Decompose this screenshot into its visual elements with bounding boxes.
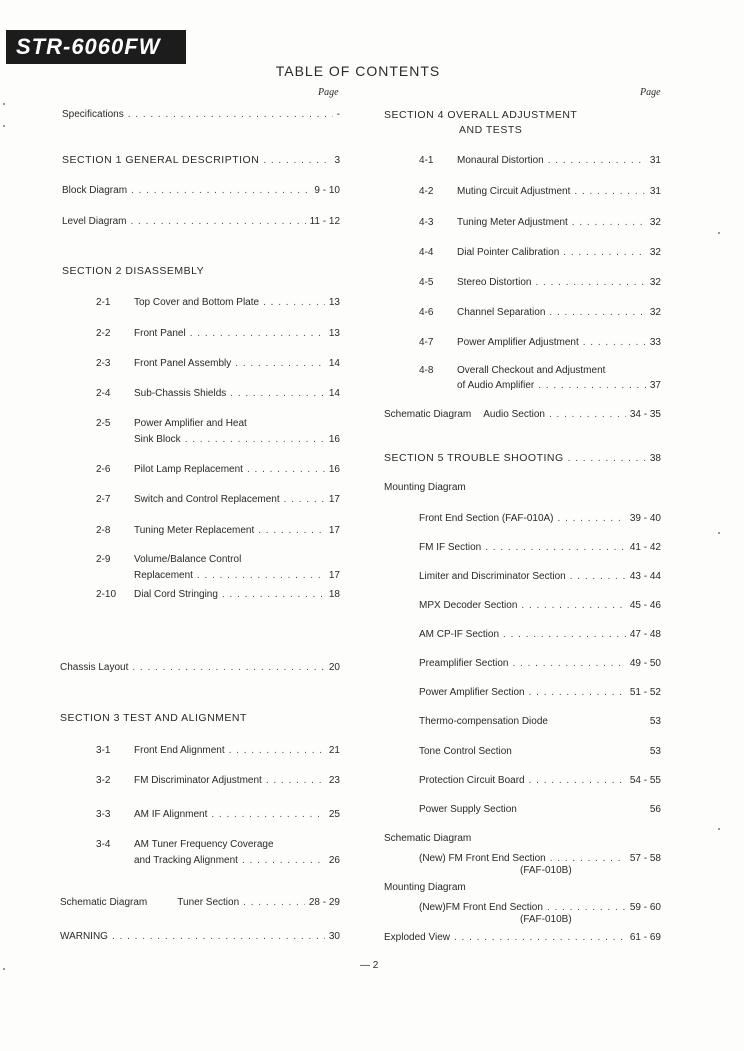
schematic-diagram-heading-2: Schematic Diagram xyxy=(384,833,472,844)
toc-entry-chassis-layout[interactable] xyxy=(60,661,340,674)
entry-page: 14 xyxy=(328,358,340,369)
entry-title: Front Panel Assembly xyxy=(134,358,232,369)
toc-entry-section-1[interactable] xyxy=(62,154,340,167)
toc-entry-2-6[interactable] xyxy=(96,463,340,476)
entry-title: Front Panel xyxy=(134,328,186,339)
entry-title: Specifications xyxy=(62,109,124,120)
entry-page: 28 - 29 xyxy=(308,897,340,908)
toc-entry-schematic-tuner[interactable] xyxy=(60,896,340,909)
entry-page: 3 xyxy=(334,155,340,166)
entry-title: Preamplifier Section xyxy=(419,658,509,669)
entry-page: 11 - 12 xyxy=(309,216,340,227)
entry-title: Tone Control Section xyxy=(419,746,512,757)
toc-entry-mounting-power-amp[interactable] xyxy=(419,686,661,699)
leader-dots xyxy=(563,246,646,259)
entry-title-continued: and Tracking Alignment xyxy=(134,855,238,866)
leader-dots xyxy=(512,657,625,670)
entry-title-continued: of Audio Amplifier xyxy=(457,380,535,391)
scan-speck xyxy=(718,232,720,234)
entry-page: 26 xyxy=(328,855,340,866)
entry-number: 2-6 xyxy=(96,464,111,475)
entry-page: 49 - 50 xyxy=(629,658,661,669)
entry-page: 51 - 52 xyxy=(629,687,661,698)
toc-entry-4-3[interactable] xyxy=(419,216,661,229)
entry-page: 47 - 48 xyxy=(629,629,661,640)
entry-title-continued: Sink Block xyxy=(134,434,181,445)
entry-number: 4-5 xyxy=(419,277,434,288)
entry-title: Block Diagram xyxy=(62,185,128,196)
schematic-new-fm-model: (FAF-010B) xyxy=(520,865,572,876)
entry-page: 61 - 69 xyxy=(629,932,661,943)
leader-dots xyxy=(568,452,646,465)
toc-entry-2-8[interactable] xyxy=(96,524,340,537)
leader-dots xyxy=(548,154,646,167)
entry-page: 30 xyxy=(328,931,340,942)
leader-dots xyxy=(547,901,626,914)
entry-title: Schematic Diagram xyxy=(384,409,472,420)
entry-page: 32 xyxy=(649,307,661,318)
toc-entry-3-4-title: AM Tuner Frequency Coverage xyxy=(134,839,274,850)
leader-dots xyxy=(247,463,325,476)
entry-subtitle: Tuner Section xyxy=(177,897,240,908)
toc-entry-mounting-power-supply[interactable] xyxy=(419,803,661,816)
entry-number: 4-3 xyxy=(419,217,434,228)
entry-page: 9 - 10 xyxy=(314,185,340,196)
entry-title: Exploded View xyxy=(384,932,450,943)
toc-entry-2-10[interactable] xyxy=(96,588,340,601)
entry-page: 31 xyxy=(649,186,661,197)
leader-dots xyxy=(112,930,325,943)
scan-speck xyxy=(3,103,5,105)
leader-dots xyxy=(211,808,325,821)
entry-title: Limiter and Discriminator Section xyxy=(419,571,566,582)
toc-entry-level-diagram[interactable] xyxy=(62,215,340,228)
leader-dots xyxy=(529,686,626,699)
entry-title: Switch and Control Replacement xyxy=(134,494,280,505)
entry-page: 13 xyxy=(328,328,340,339)
entry-title: Channel Separation xyxy=(457,307,546,318)
toc-entry-3-4-number: 3-4 xyxy=(96,839,111,850)
leader-dots xyxy=(229,744,325,757)
toc-entry-schematic-new-fm[interactable] xyxy=(419,852,661,865)
toc-entry-exploded-view[interactable] xyxy=(384,931,661,944)
mounting-diagram-heading: Mounting Diagram xyxy=(384,482,466,493)
toc-entry-4-2[interactable] xyxy=(419,185,661,198)
entry-number: 2-4 xyxy=(96,388,111,399)
entry-page: - xyxy=(336,109,340,120)
entry-title: Top Cover and Bottom Plate xyxy=(134,297,260,308)
entry-page: 32 xyxy=(649,217,661,228)
entry-page: 54 - 55 xyxy=(629,775,661,786)
page-column-label-left: Page xyxy=(318,87,339,98)
leader-dots xyxy=(572,216,646,229)
toc-entry-block-diagram[interactable] xyxy=(62,184,340,197)
section-3-heading: SECTION 3 TEST AND ALIGNMENT xyxy=(60,712,247,724)
entry-title: Protection Circuit Board xyxy=(419,775,525,786)
entry-title: Level Diagram xyxy=(62,216,127,227)
entry-page: 31 xyxy=(649,155,661,166)
entry-title: Thermo-compensation Diode xyxy=(419,716,548,727)
toc-entry-2-2[interactable] xyxy=(96,327,340,340)
toc-entry-2-9-number: 2-9 xyxy=(96,554,111,565)
scan-speck xyxy=(3,125,5,127)
toc-entry-mounting-protection[interactable] xyxy=(419,774,661,787)
toc-entry-4-5[interactable] xyxy=(419,276,661,289)
toc-entry-section-5[interactable] xyxy=(384,452,661,465)
entry-title: Power Amplifier Section xyxy=(419,687,525,698)
entry-title: AM CP-IF Section xyxy=(419,629,500,640)
entry-title: Stereo Distortion xyxy=(457,277,532,288)
toc-entry-mounting-thermo[interactable] xyxy=(419,715,661,728)
entry-number: 2-7 xyxy=(96,494,111,505)
entry-number: 2-8 xyxy=(96,525,111,536)
entry-number: 2-1 xyxy=(96,297,111,308)
entry-number: 2-10 xyxy=(96,589,117,600)
leader-dots xyxy=(190,327,325,340)
toc-entry-2-9[interactable] xyxy=(134,569,340,582)
entry-page: 53 xyxy=(649,716,661,727)
toc-entry-warning[interactable] xyxy=(60,930,340,943)
toc-entry-specifications[interactable] xyxy=(62,108,340,121)
entry-title: Schematic Diagram xyxy=(60,897,148,908)
entry-title: (New)FM Front End Section xyxy=(419,902,543,913)
entry-title: Dial Pointer Calibration xyxy=(457,247,560,258)
entry-number: 3-3 xyxy=(96,809,111,820)
entry-page: 21 xyxy=(328,745,340,756)
entry-title: (New) FM Front End Section xyxy=(419,853,546,864)
toc-entry-2-7[interactable] xyxy=(96,493,340,506)
entry-page: 32 xyxy=(649,247,661,258)
leader-dots xyxy=(132,661,325,674)
entry-number: 4-2 xyxy=(419,186,434,197)
entry-page: 18 xyxy=(328,589,340,600)
entry-page: 45 - 46 xyxy=(629,600,661,611)
entry-number: 4-1 xyxy=(419,155,434,166)
toc-entry-2-1[interactable] xyxy=(96,296,340,309)
leader-dots xyxy=(550,852,626,865)
entry-title: SECTION 1 GENERAL DESCRIPTION xyxy=(62,154,260,166)
toc-entry-4-8[interactable] xyxy=(457,379,661,392)
toc-entry-mounting-tone[interactable] xyxy=(419,745,661,758)
page-column-label-right: Page xyxy=(640,87,661,98)
entry-page: 34 - 35 xyxy=(629,409,661,420)
entry-page: 23 xyxy=(328,775,340,786)
entry-title-continued: Replacement xyxy=(134,570,193,581)
leader-dots xyxy=(529,774,626,787)
entry-title: FM IF Section xyxy=(419,542,482,553)
leader-dots xyxy=(131,184,310,197)
leader-dots xyxy=(535,276,645,289)
leader-dots xyxy=(230,387,325,400)
scan-speck xyxy=(718,828,720,830)
entry-page: 13 xyxy=(328,297,340,308)
leader-dots xyxy=(128,108,333,121)
leader-dots xyxy=(235,357,325,370)
leader-dots xyxy=(263,154,330,167)
section-4-heading-line2: AND TESTS xyxy=(459,124,523,136)
entry-title: Tuning Meter Replacement xyxy=(134,525,255,536)
entry-number: 3-2 xyxy=(96,775,111,786)
entry-title: Power Supply Section xyxy=(419,804,517,815)
leader-dots xyxy=(243,896,305,909)
toc-entry-2-4[interactable] xyxy=(96,387,340,400)
mounting-diagram-heading-2: Mounting Diagram xyxy=(384,882,466,893)
toc-entry-4-7[interactable] xyxy=(419,336,661,349)
toc-entry-4-8-number: 4-8 xyxy=(419,365,434,376)
entry-number: 2-3 xyxy=(96,358,111,369)
entry-number: 4-7 xyxy=(419,337,434,348)
entry-page: 41 - 42 xyxy=(629,542,661,553)
leader-dots xyxy=(222,588,325,601)
entry-title: Power Amplifier Adjustment xyxy=(457,337,579,348)
section-4-heading: SECTION 4 OVERALL ADJUSTMENT xyxy=(384,109,578,121)
entry-title: Front End Alignment xyxy=(134,745,225,756)
leader-dots xyxy=(130,215,305,228)
leader-dots xyxy=(574,185,645,198)
leader-dots xyxy=(258,524,325,537)
toc-entry-mounting-am-cp-if[interactable] xyxy=(419,628,661,641)
entry-page: 33 xyxy=(649,337,661,348)
entry-title: Chassis Layout xyxy=(60,662,129,673)
model-badge: STR-6060FW xyxy=(6,30,186,64)
toc-entry-mounting-front-end[interactable] xyxy=(419,512,661,525)
leader-dots xyxy=(538,379,646,392)
leader-dots xyxy=(197,569,325,582)
entry-title: Tuning Meter Adjustment xyxy=(457,217,568,228)
entry-page: 59 - 60 xyxy=(629,902,661,913)
toc-entry-mounting-preamp[interactable] xyxy=(419,657,661,670)
section-2-heading: SECTION 2 DISASSEMBLY xyxy=(62,265,205,277)
leader-dots xyxy=(284,493,325,506)
entry-number: 2-2 xyxy=(96,328,111,339)
toc-entry-3-1[interactable] xyxy=(96,744,340,757)
entry-title: AM IF Alignment xyxy=(134,809,208,820)
toc-entry-mounting-limiter[interactable] xyxy=(419,570,661,583)
entry-title: Pilot Lamp Replacement xyxy=(134,464,243,475)
toc-entry-4-4[interactable] xyxy=(419,246,661,259)
toc-entry-2-5-title: Power Amplifier and Heat xyxy=(134,418,247,429)
toc-entry-mounting-new-fm[interactable] xyxy=(419,901,661,914)
entry-title: Monaural Distortion xyxy=(457,155,544,166)
toc-entry-3-2[interactable] xyxy=(96,774,340,787)
entry-page: 37 xyxy=(649,380,661,391)
toc-entry-2-9-title: Volume/Balance Control xyxy=(134,554,242,565)
scan-speck xyxy=(718,532,720,534)
toc-entry-4-1[interactable] xyxy=(419,154,661,167)
entry-page: 43 - 44 xyxy=(629,571,661,582)
leader-dots xyxy=(549,306,645,319)
leader-dots xyxy=(263,296,325,309)
toc-entry-mounting-mpx[interactable] xyxy=(419,599,661,612)
toc-entry-4-6[interactable] xyxy=(419,306,661,319)
entry-title: Front End Section (FAF-010A) xyxy=(419,513,554,524)
entry-subtitle: Audio Section xyxy=(483,409,545,420)
toc-entry-2-5[interactable] xyxy=(134,433,340,446)
entry-title: MPX Decoder Section xyxy=(419,600,518,611)
leader-dots xyxy=(521,599,625,612)
page-title: TABLE OF CONTENTS xyxy=(275,63,441,79)
entry-page: 38 xyxy=(649,453,661,464)
leader-dots xyxy=(185,433,325,446)
toc-entry-schematic-audio[interactable] xyxy=(384,408,661,421)
entry-page: 17 xyxy=(328,494,340,505)
entry-page: 56 xyxy=(649,804,661,815)
toc-entry-3-3[interactable] xyxy=(96,808,340,821)
leader-dots xyxy=(549,408,626,421)
page-number: — 2 xyxy=(360,960,379,971)
entry-title: WARNING xyxy=(60,931,108,942)
mounting-new-fm-model: (FAF-010B) xyxy=(520,914,572,925)
leader-dots xyxy=(454,931,626,944)
leader-dots xyxy=(570,570,626,583)
toc-entry-2-3[interactable] xyxy=(96,357,340,370)
leader-dots xyxy=(485,541,626,554)
entry-number: 4-4 xyxy=(419,247,434,258)
toc-entry-mounting-fm-if[interactable] xyxy=(419,541,661,554)
leader-dots xyxy=(503,628,626,641)
entry-page: 39 - 40 xyxy=(629,513,661,524)
entry-title: SECTION 5 TROUBLE SHOOTING xyxy=(384,452,564,464)
scan-speck xyxy=(3,968,5,970)
entry-title: Muting Circuit Adjustment xyxy=(457,186,571,197)
entry-page: 17 xyxy=(328,525,340,536)
entry-title: Dial Cord Stringing xyxy=(134,589,218,600)
entry-page: 20 xyxy=(328,662,340,673)
toc-entry-4-8-title: Overall Checkout and Adjustment xyxy=(457,365,606,376)
entry-page: 16 xyxy=(328,434,340,445)
entry-page: 53 xyxy=(649,746,661,757)
toc-entry-3-4[interactable] xyxy=(134,854,340,867)
entry-page: 17 xyxy=(328,570,340,581)
leader-dots xyxy=(583,336,646,349)
entry-page: 14 xyxy=(328,388,340,399)
leader-dots xyxy=(558,512,626,525)
entry-page: 16 xyxy=(328,464,340,475)
entry-page: 57 - 58 xyxy=(629,853,661,864)
leader-dots xyxy=(266,774,325,787)
toc-entry-2-5-number: 2-5 xyxy=(96,418,111,429)
leader-dots xyxy=(242,854,325,867)
entry-title: FM Discriminator Adjustment xyxy=(134,775,262,786)
entry-page: 25 xyxy=(328,809,340,820)
entry-number: 4-6 xyxy=(419,307,434,318)
entry-title: Sub-Chassis Shields xyxy=(134,388,227,399)
entry-number: 3-1 xyxy=(96,745,111,756)
entry-page: 32 xyxy=(649,277,661,288)
